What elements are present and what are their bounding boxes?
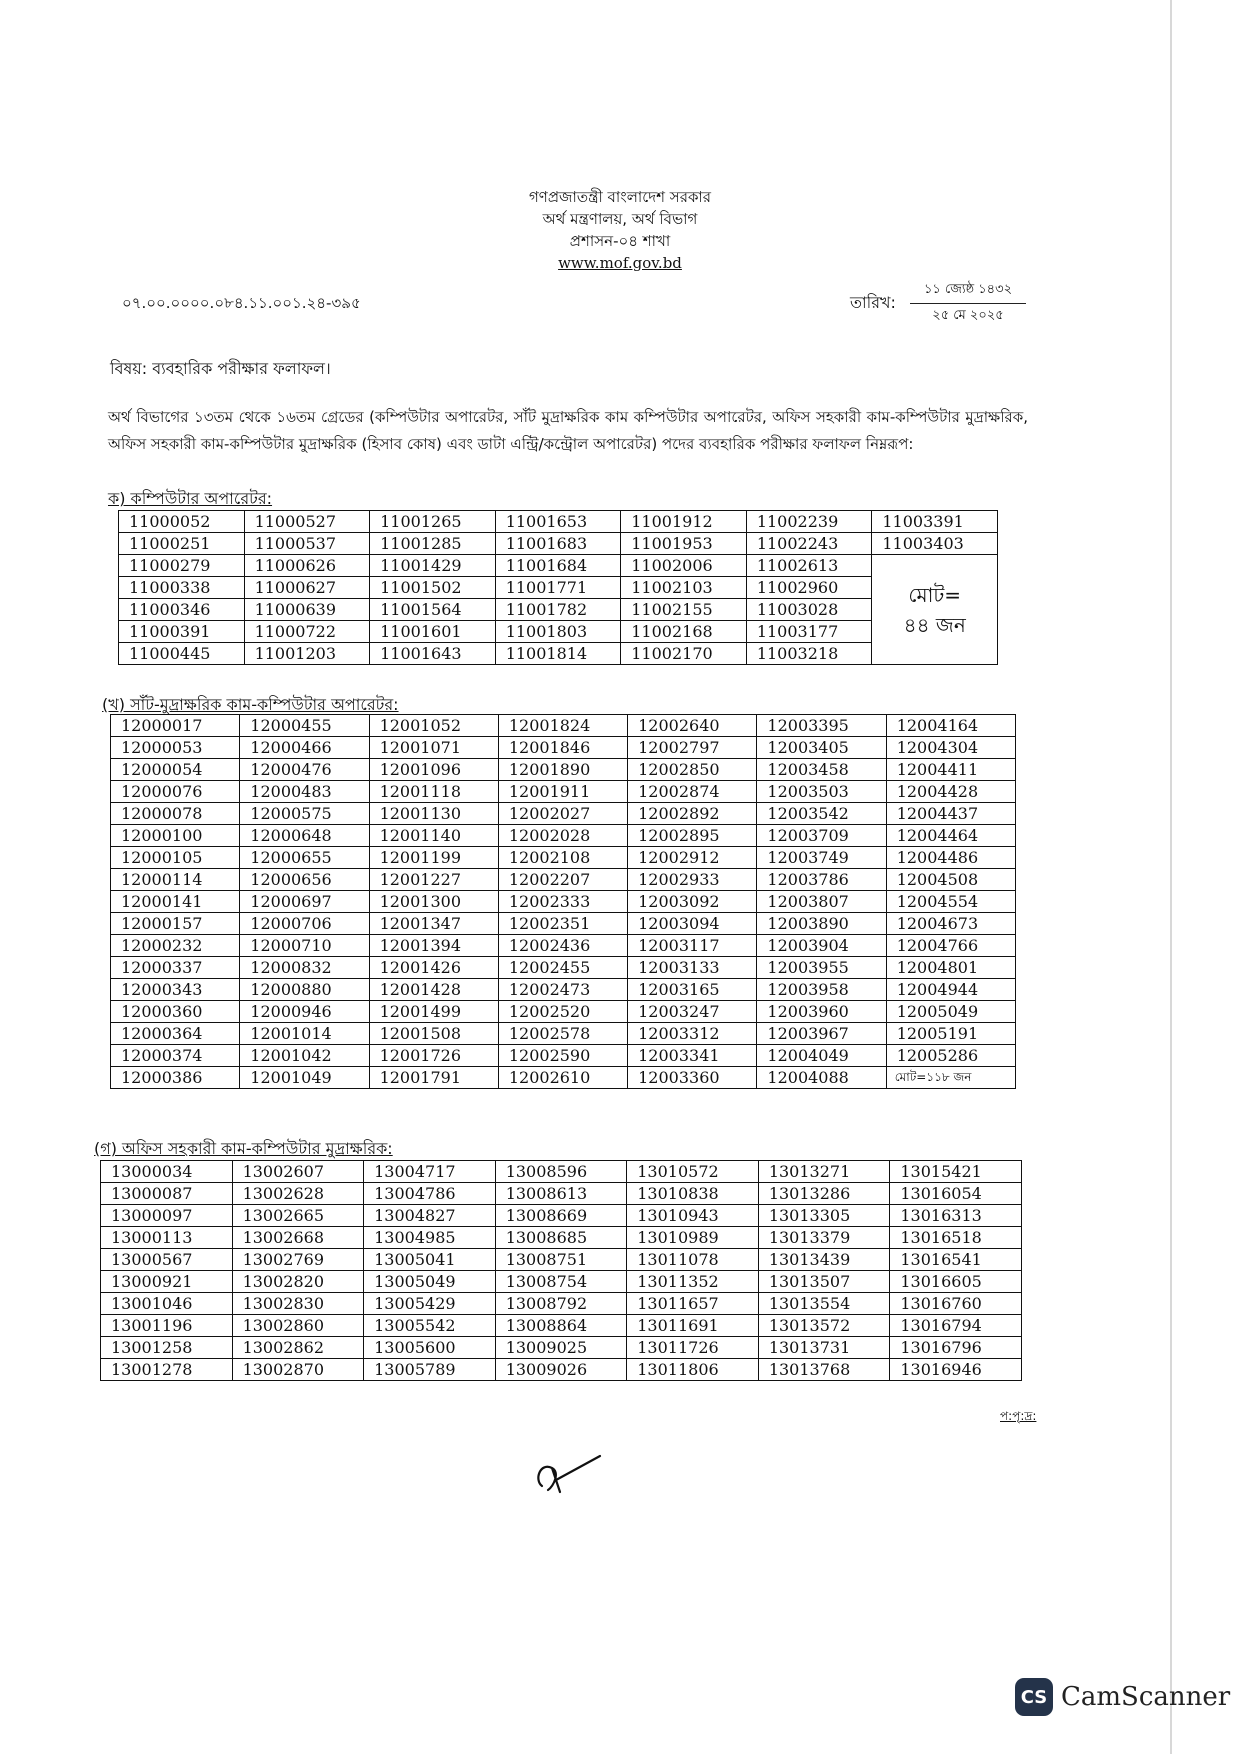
date-block [910, 280, 1026, 327]
table-cell: 12000946 [240, 1001, 369, 1023]
table-row [119, 577, 998, 599]
table-row [119, 643, 998, 665]
table-row [111, 759, 1016, 781]
table-cell: 12001140 [369, 825, 498, 847]
table-cell: 12000054 [111, 759, 240, 781]
table-cell: 13008754 [495, 1271, 627, 1293]
table-cell: 12000114 [111, 869, 240, 891]
table-cell: 12002351 [498, 913, 627, 935]
table-cell: 13004985 [364, 1227, 496, 1249]
table-cell: 12002610 [498, 1067, 627, 1089]
table-cell: 11000527 [244, 511, 370, 533]
table-cell: 11001912 [621, 511, 747, 533]
table-cell: 12003967 [757, 1023, 886, 1045]
table-cell: 13008613 [495, 1183, 627, 1205]
intro-paragraph: অর্থ বিভাগের ১৩তম থেকে ১৬তম গ্রেডের (কম্পিউটার অপারেটর, সাঁট মুদ্রাক্ষরিক কাম কম্পিউটার অপারেটর, অফিস সহকারী কাম-কম্পিউটার মুদ্রাক্ষরিক, অফিস সহকারী কাম-কম্পিউটার মুদ্রাক্ষরিক (হিসাব কোষ) এবং ডাটা এন্ট্রি/কন্ট্রোল অপারেটর) পদের ব্যবহারিক পরীক্ষার ফলাফল নিম্নরূপ: [108, 408, 1028, 453]
table-cell: 12003312 [628, 1023, 757, 1045]
table-cell: 13002665 [232, 1205, 364, 1227]
table-cell: 11002239 [746, 511, 872, 533]
table-cell: 13013271 [758, 1161, 890, 1183]
table-row [111, 1045, 1016, 1067]
table-cell: 12003133 [628, 957, 757, 979]
table-cell: 11000251 [119, 533, 245, 555]
table-cell: 12003094 [628, 913, 757, 935]
table-row [111, 935, 1016, 957]
table-cell: 11000537 [244, 533, 370, 555]
table-cell: 13011691 [627, 1315, 759, 1337]
table-cell: 11001683 [495, 533, 621, 555]
table-row [111, 847, 1016, 869]
table-cell: 12000017 [111, 715, 240, 737]
table-cell: 12000648 [240, 825, 369, 847]
table-cell: 12003360 [628, 1067, 757, 1089]
table-cell: 12002797 [628, 737, 757, 759]
table-cell: 12000337 [111, 957, 240, 979]
table-cell: 11000639 [244, 599, 370, 621]
table-cell: 12000697 [240, 891, 369, 913]
table-cell: 11002243 [746, 533, 872, 555]
table-cell: 12002473 [498, 979, 627, 1001]
table-cell: 12003749 [757, 847, 886, 869]
table-cell: 13011726 [627, 1337, 759, 1359]
table-cell: 13005041 [364, 1249, 496, 1271]
date-label: তারিখ: [850, 293, 896, 312]
table-cell: 12004437 [886, 803, 1015, 825]
table-row [101, 1161, 1022, 1183]
table-cell: 13009025 [495, 1337, 627, 1359]
table-cell: 12004508 [886, 869, 1015, 891]
table-cell: 12004944 [886, 979, 1015, 1001]
table-cell: 12001227 [369, 869, 498, 891]
table-cell: 12004464 [886, 825, 1015, 847]
table-cell: 12001071 [369, 737, 498, 759]
table-cell: 12001130 [369, 803, 498, 825]
table-cell: 12002590 [498, 1045, 627, 1067]
table-cell: 11002960 [746, 577, 872, 599]
table-cell: 13002870 [232, 1359, 364, 1381]
table-cell: 13011352 [627, 1271, 759, 1293]
table-cell: 11000627 [244, 577, 370, 599]
table-cell: 12005286 [886, 1045, 1015, 1067]
table-row [111, 979, 1016, 1001]
table-cell: 11003403 [872, 533, 998, 555]
table-cell: 13000034 [101, 1161, 233, 1183]
table-cell: 12000343 [111, 979, 240, 1001]
table-row [111, 781, 1016, 803]
table-cell: 12000078 [111, 803, 240, 825]
table-cell: 12003247 [628, 1001, 757, 1023]
table-cell: 12003958 [757, 979, 886, 1001]
total-label: মোট= [908, 582, 962, 607]
table-cell: 12000656 [240, 869, 369, 891]
table-cell: 12004304 [886, 737, 1015, 759]
table-row [101, 1271, 1022, 1293]
table-cell: 13008864 [495, 1315, 627, 1337]
table-cell: 12001118 [369, 781, 498, 803]
table-cell: 13002860 [232, 1315, 364, 1337]
table-cell: 12004673 [886, 913, 1015, 935]
table-cell: 13001046 [101, 1293, 233, 1315]
table-cell: 13008596 [495, 1161, 627, 1183]
table-row [119, 533, 998, 555]
table-cell: 13005429 [364, 1293, 496, 1315]
table-cell: 12002520 [498, 1001, 627, 1023]
table-cell: 12004049 [757, 1045, 886, 1067]
table-cell: 12001347 [369, 913, 498, 935]
table-cell: 13008751 [495, 1249, 627, 1271]
table-cell: 11001265 [370, 511, 496, 533]
table-row [119, 621, 998, 643]
table-cell: 12001014 [240, 1023, 369, 1045]
table-row [101, 1315, 1022, 1337]
table-cell: 12004411 [886, 759, 1015, 781]
table-cell: 11003028 [746, 599, 872, 621]
table-cell: 12002578 [498, 1023, 627, 1045]
table-cell: 12000157 [111, 913, 240, 935]
signature-mark [530, 1450, 610, 1500]
table-cell: 13011657 [627, 1293, 759, 1315]
table-cell: 13010572 [627, 1161, 759, 1183]
table-cell: 13001278 [101, 1359, 233, 1381]
table-cell: 12004766 [886, 935, 1015, 957]
table-cell: 13016054 [890, 1183, 1022, 1205]
ministry-name: অর্থ মন্ত্রণালয়, অর্থ বিভাগ [542, 210, 698, 228]
table-cell: 12000374 [111, 1045, 240, 1067]
table-cell: 11000445 [119, 643, 245, 665]
table-cell: 11003177 [746, 621, 872, 643]
table-cell: 12002892 [628, 803, 757, 825]
table-cell: 12000386 [111, 1067, 240, 1089]
table-cell: 12000053 [111, 737, 240, 759]
table-cell: 12002874 [628, 781, 757, 803]
table-cell: 12000232 [111, 935, 240, 957]
table-cell: 13000567 [101, 1249, 233, 1271]
table-cell: 11002103 [621, 577, 747, 599]
table-cell: 11002170 [621, 643, 747, 665]
table-row [111, 913, 1016, 935]
table-cell: 13001258 [101, 1337, 233, 1359]
table-cell: 12001911 [498, 781, 627, 803]
section-b-title: (খ) সাঁট-মুদ্রাক্ষরিক কাম-কম্পিউটার অপারেটর: [102, 695, 399, 714]
table-row [111, 891, 1016, 913]
table-cell: 12003503 [757, 781, 886, 803]
table-cell: 13013768 [758, 1359, 890, 1381]
table-cell: 11001285 [370, 533, 496, 555]
table-cell: 13016313 [890, 1205, 1022, 1227]
table-cell: 12003395 [757, 715, 886, 737]
table-row [111, 1023, 1016, 1045]
govt-name: গণপ্রজাতন্ত্রী বাংলাদেশ সরকার [528, 188, 712, 206]
table-cell: 11001684 [495, 555, 621, 577]
table-cell: 12002436 [498, 935, 627, 957]
table-cell: 12000076 [111, 781, 240, 803]
table-cell: 12003117 [628, 935, 757, 957]
table-cell: 12004428 [886, 781, 1015, 803]
table-cell: 11001643 [370, 643, 496, 665]
table-cell: 12000832 [240, 957, 369, 979]
section-a-title: ক) কম্পিউটার অপারেটর: [108, 489, 273, 508]
table-cell: 12001791 [369, 1067, 498, 1089]
table-cell: 12005191 [886, 1023, 1015, 1045]
table-cell: 12004486 [886, 847, 1015, 869]
table-cell: 11001502 [370, 577, 496, 599]
table-cell: 13016760 [890, 1293, 1022, 1315]
table-cell: 11001564 [370, 599, 496, 621]
table-cell: 13002820 [232, 1271, 364, 1293]
table-cell: 13005542 [364, 1315, 496, 1337]
section-c-title: (গ) অফিস সহকারী কাম-কম্পিউটার মুদ্রাক্ষরিক: [94, 1139, 393, 1158]
table-cell: 11001653 [495, 511, 621, 533]
table-cell: 13002668 [232, 1227, 364, 1249]
camscanner-watermark [1015, 1678, 1230, 1716]
table-row [101, 1249, 1022, 1271]
table-cell: 12001300 [369, 891, 498, 913]
table-cell: 12000364 [111, 1023, 240, 1045]
table-cell: 11002155 [621, 599, 747, 621]
table-cell: 13013439 [758, 1249, 890, 1271]
website-link[interactable]: www.mof.gov.bd [558, 254, 682, 272]
date-bangla: ১১ জ্যেষ্ঠ ১৪৩২ [923, 282, 1013, 297]
subject-line: বিষয়: ব্যবহারিক পরীক্ষার ফলাফল। [110, 359, 331, 378]
table-cell: 12000706 [240, 913, 369, 935]
table-cell: 12003955 [757, 957, 886, 979]
table-cell: 13016518 [890, 1227, 1022, 1249]
table-row [111, 803, 1016, 825]
table-cell: 11002168 [621, 621, 747, 643]
table-cell: 11000391 [119, 621, 245, 643]
table-cell: 13004717 [364, 1161, 496, 1183]
section-c-table [100, 1160, 1022, 1381]
table-cell: 13015421 [890, 1161, 1022, 1183]
letterhead [0, 186, 1240, 274]
table-cell: 13013379 [758, 1227, 890, 1249]
table-cell: 12000575 [240, 803, 369, 825]
table-cell: 12003890 [757, 913, 886, 935]
section-b-table [110, 714, 1016, 1089]
table-cell: 13008669 [495, 1205, 627, 1227]
table-cell: 12000880 [240, 979, 369, 1001]
table-cell: 13000921 [101, 1271, 233, 1293]
table-row [101, 1205, 1022, 1227]
table-cell: 11003391 [872, 511, 998, 533]
table-cell: 11000279 [119, 555, 245, 577]
table-cell: 13009026 [495, 1359, 627, 1381]
table-cell: 12001890 [498, 759, 627, 781]
table-cell: 12001042 [240, 1045, 369, 1067]
table-cell: 12001426 [369, 957, 498, 979]
table-cell: 12003807 [757, 891, 886, 913]
table-cell: 12000105 [111, 847, 240, 869]
table-cell: 12003960 [757, 1001, 886, 1023]
table-cell: 13013286 [758, 1183, 890, 1205]
table-cell: 13000087 [101, 1183, 233, 1205]
table-cell: 12000100 [111, 825, 240, 847]
table-cell: 13008685 [495, 1227, 627, 1249]
table-cell: 13013572 [758, 1315, 890, 1337]
table-cell: 13001196 [101, 1315, 233, 1337]
table-cell: 12001199 [369, 847, 498, 869]
table-cell: 12002027 [498, 803, 627, 825]
date-english: ২৫ মে ২০২৫ [932, 308, 1004, 323]
table-cell: 12000483 [240, 781, 369, 803]
table-cell: 13016796 [890, 1337, 1022, 1359]
table-cell: 11001953 [621, 533, 747, 555]
table-cell: 13010989 [627, 1227, 759, 1249]
table-cell: 11003218 [746, 643, 872, 665]
table-cell: 11001803 [495, 621, 621, 643]
table-cell: 13002862 [232, 1337, 364, 1359]
table-cell: 11001771 [495, 577, 621, 599]
table-cell: 11000338 [119, 577, 245, 599]
total-value: ৪৪ জন [903, 612, 966, 637]
camscanner-text: CamScanner [1061, 1682, 1231, 1712]
table-cell: 13016541 [890, 1249, 1022, 1271]
table-cell: 12005049 [886, 1001, 1015, 1023]
table-row [101, 1337, 1022, 1359]
table-cell: 12003405 [757, 737, 886, 759]
table-cell: 12003092 [628, 891, 757, 913]
table-cell: 12004088 [757, 1067, 886, 1089]
table-row [111, 1001, 1016, 1023]
table-cell: 13005600 [364, 1337, 496, 1359]
table-cell: 13016946 [890, 1359, 1022, 1381]
date-divider [910, 303, 1026, 304]
table-cell: 12003341 [628, 1045, 757, 1067]
table-cell: 13016605 [890, 1271, 1022, 1293]
table-cell: 12004164 [886, 715, 1015, 737]
table-cell: 13004827 [364, 1205, 496, 1227]
table-cell: 13002628 [232, 1183, 364, 1205]
table-cell: 11001203 [244, 643, 370, 665]
table-row [119, 599, 998, 621]
table-row [111, 869, 1016, 891]
table-row [111, 957, 1016, 979]
table-cell: 11001782 [495, 599, 621, 621]
table-cell: 12000466 [240, 737, 369, 759]
table-cell: 12001394 [369, 935, 498, 957]
table-cell: 11001429 [370, 555, 496, 577]
table-cell: 11001814 [495, 643, 621, 665]
table-cell: 12001096 [369, 759, 498, 781]
table-cell: 12000710 [240, 935, 369, 957]
table-cell: 12002108 [498, 847, 627, 869]
table-row [111, 715, 1016, 737]
table-cell: 12000655 [240, 847, 369, 869]
table-cell: 12001824 [498, 715, 627, 737]
table-cell: 13013554 [758, 1293, 890, 1315]
table-cell: 12003786 [757, 869, 886, 891]
table-cell: 11001601 [370, 621, 496, 643]
table-cell: 12002933 [628, 869, 757, 891]
table-row [101, 1227, 1022, 1249]
page-turn-over-note: প:পৃ:দ্র: [1000, 1409, 1037, 1423]
table-cell: 11002006 [621, 555, 747, 577]
table-cell: 12000455 [240, 715, 369, 737]
table-cell: 12003709 [757, 825, 886, 847]
table-cell: 11000626 [244, 555, 370, 577]
table-cell: 12001499 [369, 1001, 498, 1023]
table-cell: 11000052 [119, 511, 245, 533]
table-cell: 13010943 [627, 1205, 759, 1227]
table-cell: 12002455 [498, 957, 627, 979]
table-cell: 13016794 [890, 1315, 1022, 1337]
table-cell: 12001508 [369, 1023, 498, 1045]
table-cell: 13000113 [101, 1227, 233, 1249]
section-a-table [118, 510, 998, 665]
table-row [101, 1183, 1022, 1205]
table-cell: 12002850 [628, 759, 757, 781]
table-cell: 13010838 [627, 1183, 759, 1205]
table-cell: 12001726 [369, 1045, 498, 1067]
table-cell: 13013507 [758, 1271, 890, 1293]
table-row [111, 1067, 1016, 1089]
table-cell: 12002207 [498, 869, 627, 891]
table-cell: 13004786 [364, 1183, 496, 1205]
table-row [111, 737, 1016, 759]
table-cell: 11002613 [746, 555, 872, 577]
table-cell: 12004554 [886, 891, 1015, 913]
table-cell: 12000360 [111, 1001, 240, 1023]
table-cell: 13013731 [758, 1337, 890, 1359]
memo-number: ০৭.০০.০০০০.০৮৪.১১.০০১.২৪-৩৯৫ [122, 294, 361, 312]
table-cell: 13002769 [232, 1249, 364, 1271]
table-cell: 13002830 [232, 1293, 364, 1315]
table-cell: 13011078 [627, 1249, 759, 1271]
table-row [101, 1359, 1022, 1381]
table-cell: 13011806 [627, 1359, 759, 1381]
total-count-cell [872, 555, 998, 665]
table-cell: 12001428 [369, 979, 498, 1001]
table-cell: 12003542 [757, 803, 886, 825]
table-row [101, 1293, 1022, 1315]
table-cell: 11000722 [244, 621, 370, 643]
table-cell: 13005049 [364, 1271, 496, 1293]
table-row [111, 825, 1016, 847]
table-cell: 13013305 [758, 1205, 890, 1227]
branch-name: প্রশাসন-০৪ শাখা [569, 232, 671, 250]
table-cell: 12002640 [628, 715, 757, 737]
table-cell: 12003458 [757, 759, 886, 781]
table-cell: 12001052 [369, 715, 498, 737]
table-row [119, 511, 998, 533]
table-cell: 12000141 [111, 891, 240, 913]
table-cell: 12003165 [628, 979, 757, 1001]
table-cell: 12001049 [240, 1067, 369, 1089]
table-row [119, 555, 998, 577]
table-cell: 12002028 [498, 825, 627, 847]
table-cell: 12002895 [628, 825, 757, 847]
table-cell: 12002333 [498, 891, 627, 913]
table-cell: 12002912 [628, 847, 757, 869]
table-cell: 13008792 [495, 1293, 627, 1315]
table-cell: 12001846 [498, 737, 627, 759]
table-cell: 11000346 [119, 599, 245, 621]
table-cell: 12003904 [757, 935, 886, 957]
camscanner-logo-icon: CS [1015, 1678, 1053, 1716]
table-cell: 12004801 [886, 957, 1015, 979]
table-cell: 13005789 [364, 1359, 496, 1381]
table-cell: 13000097 [101, 1205, 233, 1227]
table-cell: মোট=১১৮ জন [886, 1067, 1015, 1089]
table-cell: 12000476 [240, 759, 369, 781]
table-cell: 13002607 [232, 1161, 364, 1183]
